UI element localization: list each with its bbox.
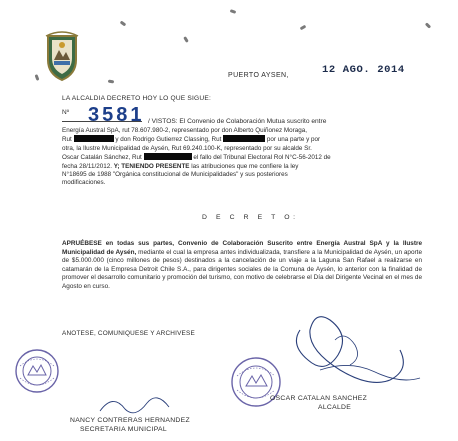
decree-number-prefix: Nº	[62, 109, 70, 116]
vistos-line-7: N°18695 de 1988 "Orgánica constitucional de Municipalidades" y sus posteriores	[62, 171, 288, 179]
vistos-line-3: Rut y don Rodrigo Gutierrez Classing, Rut por una parte y por	[62, 136, 321, 144]
redaction-bar	[144, 153, 192, 160]
decreto-body-text: mediante el cual la empresa antes individualizada, transfiere a la Municipalidad de Aysén, un aporte de $5.000.000 (cinco millones de pesos) destinados a la cancelación de un viaje a la Laguna San Rafael a realizarse en catamarán de la Empresa Detroit Chile S.A., para dirigentes sociales de la Comuna de Aysén, lo anterior con la finalidad de promover el desarrollo comunitario y promoción del turismo, con motivo de celebrarse el Día del Dirigente Vecinal en el mes de Agosto en curso.	[62, 248, 423, 290]
punch-mark	[120, 21, 127, 27]
punch-mark	[35, 74, 40, 81]
vistos-line-1: / VISTOS: El Convenio de Colaboración Mutua suscrito entre	[148, 118, 327, 125]
decreto-bold-lead: APRUÉBESE en todas sus partes, Convenio de Colaboración Suscrito entre Energía Austral SpA y la Ilustre Municipalidad de Aysén,	[62, 240, 422, 256]
redaction-bar	[223, 135, 265, 142]
closing-line: ANOTESE, COMUNIQUESE Y ARCHIVESE	[62, 330, 195, 337]
vistos-line-8: modificaciones.	[62, 179, 106, 187]
vistos-line-5: Oscar Catalán Sánchez, Rut el fallo del Tribunal Electoral Rol N°C-56-2012 de	[62, 154, 331, 162]
vistos-line-4: otra, la Ilustre Municipalidad de Aysén, Rut 69.240.100-K, representado por su alcalde Sr.	[62, 144, 312, 152]
decreto-title: D E C R E T O:	[202, 214, 299, 221]
vistos-line-2: Energía Austral SpA, rut 78.607.980-2, representado por don Alberto Quiñonez Moraga,	[62, 127, 308, 134]
punch-mark	[108, 80, 114, 84]
place-label: PUERTO AYSEN,	[228, 72, 289, 79]
vistos-paragraph	[62, 127, 422, 188]
vistos-line-6: fecha 28/11/2012. Y; TENIENDO PRESENTE las atribuciones que me confiere la ley	[62, 162, 299, 170]
punch-mark	[183, 36, 189, 43]
number-underline	[62, 121, 142, 122]
punch-mark	[230, 9, 237, 14]
decreto-body	[62, 240, 422, 292]
date-stamp: 12 AGO. 2014	[322, 64, 405, 76]
alcalde-name: OSCAR CATALAN SANCHEZ	[270, 395, 368, 402]
intro-line: LA ALCALDIA DECRETO HOY LO QUE SIGUE:	[62, 95, 211, 102]
alcalde-signature-icon	[280, 300, 430, 395]
punch-mark	[425, 22, 431, 28]
secretary-name: NANCY CONTRERAS HERNANDEZ	[70, 417, 190, 424]
alcalde-title: ALCALDE	[318, 404, 352, 411]
secretary-title: SECRETARIA MUNICIPAL	[80, 426, 167, 433]
municipal-crest-icon	[42, 30, 82, 82]
redaction-bar	[74, 135, 114, 142]
municipal-seal-left-icon	[14, 348, 60, 394]
decree-number: 3581	[88, 104, 145, 126]
punch-mark	[300, 25, 307, 31]
